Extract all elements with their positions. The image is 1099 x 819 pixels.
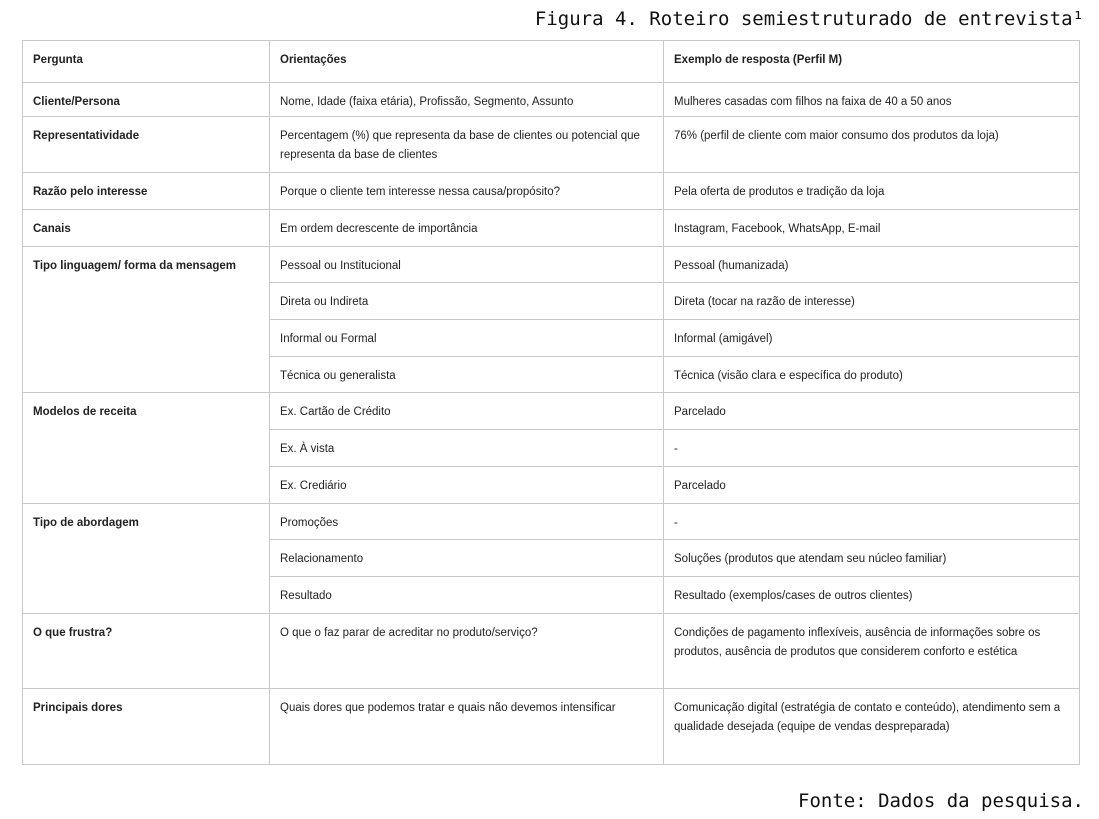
cell-exemplo: Parcelado — [664, 393, 1080, 430]
cell-pergunta: O que frustra? — [23, 614, 270, 689]
cell-exemplo: Pessoal (humanizada) — [664, 247, 1080, 283]
cell-exemplo: Soluções (produtos que atendam seu núcleo familiar) — [664, 540, 1080, 577]
table-row — [23, 689, 1080, 765]
cell-exemplo: 76% (perfil de cliente com maior consumo dos produtos da loja) — [664, 117, 1080, 173]
cell-orientacao: Nome, Idade (faixa etária), Profissão, Segmento, Assunto — [270, 83, 664, 117]
cell-exemplo: - — [664, 430, 1080, 467]
cell-orientacao: Resultado — [270, 577, 664, 614]
cell-exemplo: Mulheres casadas com filhos na faixa de 40 a 50 anos — [664, 83, 1080, 117]
cell-exemplo: Informal (amigável) — [664, 320, 1080, 357]
cell-pergunta: Tipo linguagem/ forma da mensagem — [23, 247, 270, 393]
table-row — [23, 117, 1080, 173]
cell-orientacao: Em ordem decrescente de importância — [270, 210, 664, 247]
table-row — [23, 614, 1080, 689]
table-row — [23, 247, 1080, 283]
cell-orientacao: Porque o cliente tem interesse nessa causa/propósito? — [270, 173, 664, 210]
header-pergunta: Pergunta — [23, 41, 270, 83]
cell-pergunta: Modelos de receita — [23, 393, 270, 504]
cell-orientacao: Pessoal ou Institucional — [270, 247, 664, 283]
table-row — [23, 173, 1080, 210]
figure-caption: Figura 4. Roteiro semiestruturado de entrevista¹ — [534, 8, 1084, 30]
cell-exemplo: Pela oferta de produtos e tradição da loja — [664, 173, 1080, 210]
cell-orientacao: Informal ou Formal — [270, 320, 664, 357]
cell-exemplo: - — [664, 504, 1080, 540]
header-orientacoes: Orientações — [270, 41, 664, 83]
header-exemplo: Exemplo de resposta (Perfil M) — [664, 41, 1080, 83]
cell-orientacao: O que o faz parar de acreditar no produto/serviço? — [270, 614, 664, 689]
cell-pergunta: Tipo de abordagem — [23, 504, 270, 614]
cell-orientacao: Direta ou Indireta — [270, 283, 664, 320]
table-row — [23, 504, 1080, 540]
cell-orientacao: Técnica ou generalista — [270, 357, 664, 393]
source-note: Fonte: Dados da pesquisa. — [798, 790, 1084, 812]
table-row — [23, 210, 1080, 247]
cell-pergunta: Razão pelo interesse — [23, 173, 270, 210]
table-row — [23, 83, 1080, 117]
cell-exemplo: Condições de pagamento inflexíveis, ausência de informações sobre os produtos, ausência de produtos que considerem conforto e estética — [664, 614, 1080, 689]
cell-orientacao: Ex. Cartão de Crédito — [270, 393, 664, 430]
cell-orientacao: Promoções — [270, 504, 664, 540]
cell-orientacao: Relacionamento — [270, 540, 664, 577]
cell-orientacao: Ex. À vista — [270, 430, 664, 467]
cell-exemplo: Técnica (visão clara e específica do produto) — [664, 357, 1080, 393]
cell-exemplo: Instagram, Facebook, WhatsApp, E-mail — [664, 210, 1080, 247]
cell-exemplo: Comunicação digital (estratégia de contato e conteúdo), atendimento sem a qualidade desejada (equipe de vendas despreparada) — [664, 689, 1080, 765]
cell-exemplo: Resultado (exemplos/cases de outros clientes) — [664, 577, 1080, 614]
cell-pergunta: Cliente/Persona — [23, 83, 270, 117]
cell-exemplo: Parcelado — [664, 467, 1080, 504]
table-row — [23, 393, 1080, 430]
cell-orientacao: Quais dores que podemos tratar e quais não devemos intensificar — [270, 689, 664, 765]
cell-pergunta: Canais — [23, 210, 270, 247]
cell-exemplo: Direta (tocar na razão de interesse) — [664, 283, 1080, 320]
cell-pergunta: Representatividade — [23, 117, 270, 173]
cell-orientacao: Percentagem (%) que representa da base de clientes ou potencial que representa da base de clientes — [270, 117, 664, 173]
cell-pergunta: Principais dores — [23, 689, 270, 765]
interview-guide-table — [22, 40, 1080, 765]
cell-orientacao: Ex. Crediário — [270, 467, 664, 504]
table-header-row — [23, 41, 1080, 83]
